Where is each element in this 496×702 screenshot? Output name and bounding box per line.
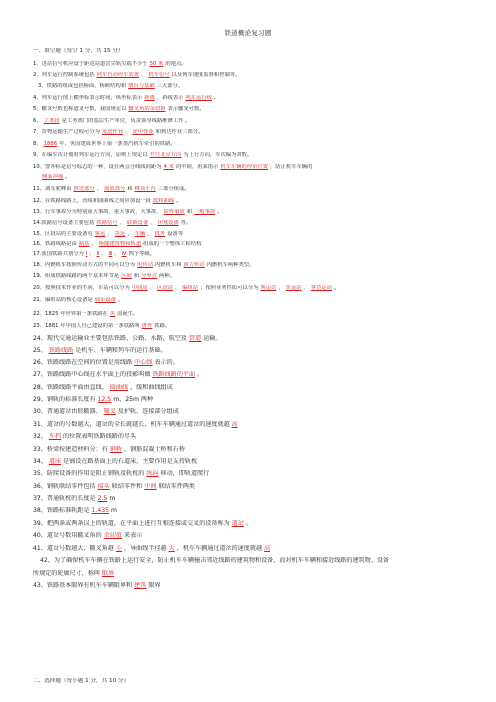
answer-blank: 管道 [189, 335, 202, 342]
question-text: 、 [101, 251, 107, 257]
question-line [33, 141, 473, 148]
question-text: 。 [217, 209, 223, 215]
question-line [33, 570, 473, 577]
answer-blank: 缓和曲线 [152, 198, 175, 204]
question-line [33, 470, 473, 477]
answer-blank: 客货运站 [310, 285, 333, 291]
question-text: ，机车车辆通过道岔的速度就越 [176, 545, 263, 552]
answer-blank: 中间 [144, 483, 157, 490]
question-text: 、 [89, 251, 95, 257]
answer-blank: 区段站 [157, 285, 173, 291]
question-text: 和到达作业三部分。 [155, 129, 204, 135]
answer-blank: 墩台与基础 [128, 83, 155, 89]
answer-blank: Ⅰ [85, 251, 88, 257]
question-text: 、 [141, 72, 147, 78]
answer-blank: 闭塞设备 [157, 220, 179, 226]
question-text: 设备等 [167, 231, 183, 237]
question-text: 4、列车运行图上横坐标表示时间，纵坐标表示 [33, 95, 143, 101]
answer-blank: 钢桥 [109, 446, 122, 453]
question-line [33, 72, 473, 79]
answer-blank: 列车运行线 [185, 95, 212, 101]
answer-blank: 高 [231, 421, 238, 428]
question-line [33, 311, 473, 318]
question-text: 限界 [148, 582, 161, 589]
answer-blank: 一般事故 [194, 209, 216, 215]
answer-blank: 发送作业 [101, 129, 124, 135]
answer-blank: 唐胥 [141, 323, 153, 329]
question-text: 、 [150, 220, 156, 226]
answer-blank: 4 米 [163, 164, 174, 170]
answer-blank: 列车自动停车装置 [96, 72, 140, 78]
question-text: 29、钢轨的标准长度有 [33, 396, 96, 403]
answer-blank: 2.5 [97, 495, 108, 502]
question-line [33, 433, 473, 440]
question-text: 41、道岔号数越大，辙叉角越 [33, 545, 114, 552]
answer-blank: 中心线 [134, 359, 153, 366]
answer-blank: 车档 [48, 433, 62, 440]
question-text: 是铺设在路基面上的石道床，主要作用是支持轨枕 [63, 458, 198, 465]
question-text: 、 [149, 285, 156, 291]
question-line [33, 186, 473, 193]
question-text: 、 [119, 220, 125, 226]
question-line [33, 209, 473, 216]
question-text: 、钢筋混凝土桥和石桥 [123, 446, 185, 453]
answer-blank: 铁路线路 [48, 347, 74, 354]
question-text: 16、铁路线路是由 [33, 241, 77, 247]
answer-blank: 1886 [43, 141, 58, 147]
question-text: ，导曲线半径越 [123, 545, 167, 552]
question-line [33, 285, 473, 292]
answer-blank: 道岔 [231, 520, 244, 527]
answer-blank: Ⅱ [96, 251, 100, 257]
question-text: 。 [245, 520, 252, 527]
question-text: 42、为了确保机车车辆在铁路上运行安全，防止机车车辆撞击邻近线路的建筑物和设备，而对机车车辆和接近线路的建筑物、设备 [40, 557, 390, 564]
question-text: 。 [176, 198, 182, 204]
answer-blank: 12.5 [97, 396, 112, 403]
question-line [33, 241, 473, 248]
question-text: 18、内燃机车按照传动方式的不同可以分为 [33, 262, 136, 268]
question-line [33, 262, 473, 269]
answer-blank: 开往北京方向 [149, 152, 182, 158]
question-text: 及护轨、连接部分组成 [117, 408, 179, 415]
answer-blank: 溜放部分 [104, 186, 126, 192]
question-text: 21、编组站的核心设备是 [33, 297, 93, 303]
answer-blank: 桥隧建筑物和轨道 [98, 241, 142, 247]
answer-blank: 货运站 [285, 285, 302, 291]
answer-blank: 分界点 [141, 273, 158, 279]
question-line [33, 220, 473, 227]
question-text: 23、1881 年中国人自己建设的第一条铁路叫 [33, 323, 140, 329]
question-line [33, 359, 473, 366]
question-text: 9、在编车次计划时列车运行方向，原则上规定以 [33, 152, 148, 158]
question-text: 、缓和曲线组成 [130, 384, 173, 391]
question-line [33, 347, 473, 354]
question-line [33, 231, 473, 238]
question-line [33, 118, 473, 125]
question-text: 表示的。 [154, 359, 179, 366]
question-text: 以及列车速度监督和控制等。 [171, 72, 241, 78]
question-text: 的地点。 [165, 61, 187, 67]
question-text: m [110, 507, 117, 514]
question-text: 37、普通轨枕的长度是 [33, 495, 96, 502]
question-text: 内燃机车和 [155, 262, 182, 268]
question-line [33, 273, 473, 280]
question-text: 、 [303, 285, 309, 291]
answer-blank: 编组站 [182, 285, 199, 291]
answer-blank: 建筑 [134, 582, 147, 589]
question-text: 、 [107, 231, 113, 237]
answer-blank: 余切值 [103, 532, 122, 539]
question-text: 34、 [33, 458, 47, 465]
question-text: 25、 [33, 347, 47, 354]
question-text: 36、钢轨联结零件包括 [33, 483, 96, 490]
question-line [33, 323, 473, 330]
answer-blank: 接头 [97, 483, 110, 490]
question-text: 39、把两条或两条以上的轨道，在平面上进行互相连接或交叉的设备称为 [33, 520, 230, 527]
question-text: 31、道岔的号数越大，道岔的全长就越长，机车车辆通过道岔的速度就越 [33, 421, 230, 428]
section-heading-fill-in: 一、填空题（每空 1 分，共 15 分） [33, 48, 124, 54]
question-text: 和 [127, 186, 133, 192]
document-title: 铁道概论复习题 [224, 29, 272, 37]
question-line [40, 174, 480, 181]
question-text: 联结零件两类 [158, 483, 196, 490]
question-text: 来表示 [123, 532, 143, 539]
answer-blank: 联锁设备 [126, 220, 149, 226]
question-text: 2、列车运行控制系统包括 [33, 72, 95, 78]
answer-blank: 50 米 [149, 61, 164, 67]
question-text: 40、道岔号数用辙叉角的 [33, 532, 102, 539]
answer-blank: 侧面冲撞 [42, 174, 64, 180]
question-line [33, 61, 473, 68]
question-text: ，斜线表示 [156, 95, 184, 101]
question-text: 三大部分。 [156, 83, 184, 89]
question-line [33, 507, 473, 514]
answer-blank: 机务 [154, 231, 166, 237]
question-text: 、 [96, 186, 103, 192]
question-text: 35、防爬设备的作用是阻止钢轨及轨枕的 [33, 470, 145, 477]
question-line [33, 251, 473, 258]
question-text: 13、行车事故分为特别重大事故、重大事故、大事故、 [33, 209, 162, 215]
question-line [33, 152, 473, 159]
question-text: 组成的一个整体工程结构 [143, 241, 202, 247]
question-text: 17.我国铁路共划分为 [33, 251, 84, 257]
question-line [33, 446, 473, 453]
answer-blank: 道床 [48, 458, 62, 465]
question-line [33, 520, 473, 527]
question-text: 、 [91, 241, 97, 247]
question-text: 所规定的轮廓尺寸，称叫 [33, 570, 101, 577]
answer-blank: 路基 [78, 241, 90, 247]
question-line [33, 297, 473, 304]
question-text: 14.铁路信号设备主要包括 [33, 220, 95, 226]
question-text: 是工务部门的基层生产单位，负责领导线路维修工作 。 [61, 118, 191, 124]
question-text: 四个等级。 [128, 251, 155, 257]
question-text: 5、辙叉号数也称道叉号数，我国规定以 [33, 106, 127, 112]
question-text: 。 [65, 174, 71, 180]
answer-blank: 铁路信号 [96, 220, 118, 226]
answer-blank: 大 [168, 545, 175, 552]
question-text: 三部分组成。 [157, 186, 190, 192]
answer-blank: 距离 [144, 95, 155, 101]
question-text: 24、现代交通运输业主要包括铁路、公路、水路、航空及 [33, 335, 188, 342]
question-text: 7、货物运输生产过程可分为 [33, 129, 100, 135]
question-text: 43、铁路基本限界有机车车辆限界和 [33, 582, 133, 589]
question-text: 15、区段站的主要设备有 [33, 231, 93, 237]
answer-blank: 限界 [102, 570, 115, 577]
answer-blank: 推送部分 [73, 186, 95, 192]
question-text: 、 [278, 285, 284, 291]
question-text: ，防止机车车辆的 [270, 164, 313, 170]
answer-blank: 纵向 [146, 470, 159, 477]
answer-blank: 铁路线路的平面 [152, 371, 196, 378]
question-line [33, 582, 473, 589]
question-text: 移动，即轨道爬行 [160, 470, 210, 477]
answer-blank: 货运 [114, 231, 126, 237]
question-text: 的中间，用来指示 [175, 164, 219, 170]
question-text: 的位置表明铁路线路的尽头 [63, 433, 137, 440]
answer-blank: 高 [264, 545, 271, 552]
question-text: 22、1825 年世界第一条铁路在 [33, 311, 108, 317]
question-text: 铁路。 [154, 323, 171, 329]
question-text: 等。 [180, 220, 192, 226]
answer-blank: 圆曲线 [109, 384, 129, 391]
answer-blank: 辙叉 [103, 408, 116, 415]
answer-blank: 中间站 [131, 285, 148, 291]
question-text: 32、 [33, 433, 47, 440]
question-text: 、 [125, 129, 131, 135]
question-text: 38、铁路标准轨距是 [33, 507, 90, 514]
question-text: 。 [197, 371, 204, 378]
question-text: 、 [174, 285, 181, 291]
answer-blank: 液力传动 [183, 262, 205, 268]
question-text: 、 [147, 231, 153, 237]
question-line [33, 371, 473, 378]
question-text: 10、警冲标是信号标志的一种，设在两会合线线间距为 [33, 164, 162, 170]
question-line [33, 545, 473, 552]
question-text: ；按照业务性质可以分为 [200, 285, 259, 291]
question-text: 联结零件和 [111, 483, 143, 490]
answer-blank: 小 [115, 545, 122, 552]
question-line [38, 83, 478, 90]
question-text: 、 [114, 251, 120, 257]
question-line [33, 335, 473, 342]
answer-blank: Ⅲ [108, 251, 113, 257]
question-text: 3、铁路的组成包括桥面、桥跨结构和 [38, 83, 127, 89]
answer-blank: 工务段 [43, 118, 60, 124]
question-text: 20、按照技术作业的不同，车站可以分为 [33, 285, 130, 291]
question-text: 运输。 [203, 335, 222, 342]
question-line [33, 129, 473, 136]
question-text: 12、在铁路线路上，直线和圆曲线之间应加设一段 [33, 198, 151, 204]
question-line [33, 106, 473, 113]
question-line [33, 532, 473, 539]
question-text: 表示辙叉号数。 [167, 106, 205, 112]
question-text: 28、铁路线路平面由直线、 [33, 384, 108, 391]
question-text: 是机车、车辆和列车的运行基础。 [75, 347, 167, 354]
answer-blank: 区间 [121, 273, 132, 279]
answer-blank: 调车设备 [94, 297, 116, 303]
question-text: 和 [186, 209, 193, 215]
question-text: 和 [133, 273, 140, 279]
question-text: m、25m 两种 [113, 396, 154, 403]
question-text: 30、普通道岔由转辙器、 [33, 408, 102, 415]
question-line [33, 458, 473, 465]
question-text: 11、调车驼峰由 [33, 186, 72, 192]
answer-blank: 险性事故 [163, 209, 185, 215]
question-text: 33、桥梁按建造材料分：有 [33, 446, 108, 453]
answer-blank: 机车车辆的停留位置 [220, 164, 269, 170]
question-line [33, 495, 473, 502]
answer-blank: 峰顶平台 [134, 186, 156, 192]
section-heading-multiple-choice: 二、选择题（每小题 1 分，共 10 分） [33, 678, 130, 684]
answer-blank: 电传动 [137, 262, 153, 268]
question-text: 、 [127, 231, 133, 237]
question-line [40, 557, 480, 564]
question-text: 19、组成铁路线路的两个基本环节是 [33, 273, 120, 279]
question-text: 26、铁路线路在空间的位置是用线路 [33, 359, 133, 366]
question-line [33, 198, 473, 205]
answer-blank: Ⅳ [121, 251, 127, 257]
answer-blank: 客运站 [260, 285, 277, 291]
question-text: 8、 [33, 141, 42, 147]
question-line [33, 421, 473, 428]
answer-blank: 车辆 [134, 231, 146, 237]
question-line [33, 396, 473, 403]
question-text: 内燃机车两种类型。 [206, 262, 255, 268]
question-text: 为上行方向，车次编为双数。 [183, 152, 253, 158]
question-text: 6、 [33, 118, 42, 124]
answer-blank: 1.435 [91, 507, 109, 514]
question-text: 27、铁路线路中心线在水平面上的投影叫做 [33, 371, 151, 378]
question-text: m [109, 495, 116, 502]
answer-blank: 英 [109, 311, 116, 317]
question-line [33, 483, 473, 490]
question-line [33, 95, 473, 102]
answer-blank: 途中作业 [132, 129, 154, 135]
answer-blank: 客运 [94, 231, 106, 237]
question-line [33, 384, 473, 391]
question-text: 。 [213, 95, 220, 101]
question-text: 两种。 [159, 273, 175, 279]
question-text: 年，英国建成世界上第一条蒸汽机车牵引的铁路。 [59, 141, 176, 147]
question-text: 1、进站信号机应设于距进站道岔尖轨尖端不少于 [33, 61, 148, 67]
question-text: 。 [334, 285, 340, 291]
answer-blank: 机车信号 [148, 72, 170, 78]
question-line [33, 408, 473, 415]
question-text: 国诞生。 [117, 311, 139, 317]
question-text: 。 [117, 297, 124, 303]
answer-blank: 辙叉角的余切值 [128, 106, 166, 112]
question-line [33, 164, 473, 171]
